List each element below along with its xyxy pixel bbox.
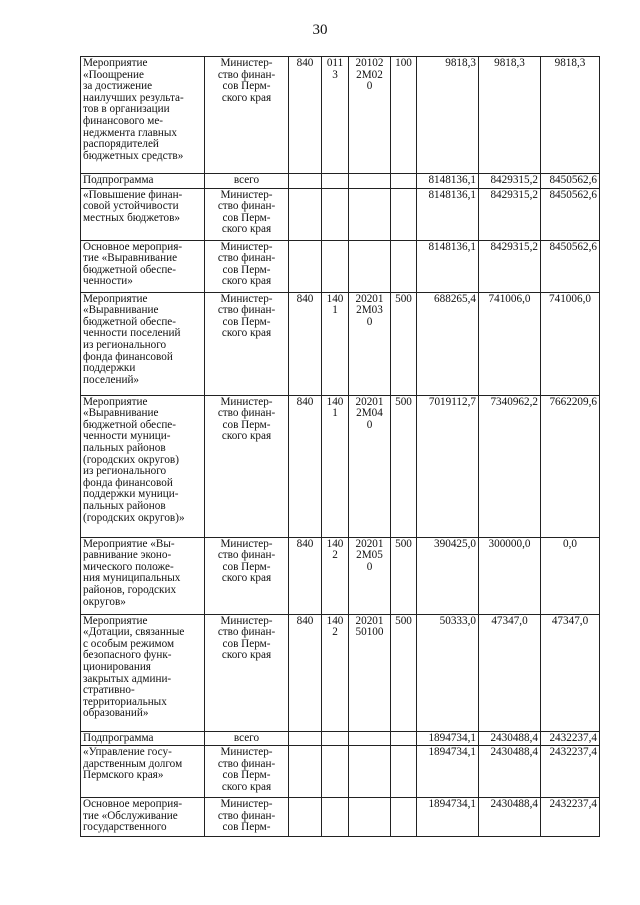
amount-year-3: 2432237,4 <box>541 731 600 746</box>
amount-year-3: 8450562,6 <box>541 240 600 292</box>
event-name: Основное мероприя- тие «Выравнивание бюджетной обеспе- ченности» <box>81 240 205 292</box>
amount-year-2: 8429315,2 <box>479 188 541 240</box>
target-article-code <box>349 746 391 798</box>
table-row <box>81 746 600 798</box>
grbs-code: 840 <box>289 537 322 614</box>
section-code: 140 1 <box>322 292 349 395</box>
grbs-code <box>289 731 322 746</box>
expense-type-code: 500 <box>391 537 417 614</box>
table-row <box>81 57 600 174</box>
grbs-code <box>289 240 322 292</box>
responsible-executor: Министер- ство финан- сов Перм- ского края <box>205 188 289 240</box>
responsible-executor: Министер- ство финан- сов Перм- ского края <box>205 537 289 614</box>
grbs-code <box>289 188 322 240</box>
amount-year-2: 8429315,2 <box>479 240 541 292</box>
section-code: 140 2 <box>322 537 349 614</box>
grbs-code <box>289 798 322 837</box>
amount-year-2: 7340962,2 <box>479 395 541 537</box>
responsible-executor: Министер- ство финан- сов Перм- ского края <box>205 395 289 537</box>
amount-year-1: 7019112,7 <box>417 395 479 537</box>
responsible-executor: Министер- ство финан- сов Перм- ского края <box>205 614 289 731</box>
grbs-code: 840 <box>289 292 322 395</box>
expense-type-code: 500 <box>391 614 417 731</box>
amount-year-2: 2430488,4 <box>479 798 541 837</box>
section-code <box>322 240 349 292</box>
target-article-code <box>349 240 391 292</box>
target-article-code: 20201 2М05 0 <box>349 537 391 614</box>
budget-table <box>80 56 600 837</box>
event-name: Подпрограмма <box>81 731 205 746</box>
responsible-executor: Министер- ство финан- сов Перм- <box>205 798 289 837</box>
amount-year-1: 390425,0 <box>417 537 479 614</box>
expense-type-code <box>391 731 417 746</box>
amount-year-3: 9818,3 <box>541 57 600 174</box>
expense-type-code <box>391 798 417 837</box>
expense-type-code <box>391 174 417 189</box>
event-name: Мероприятие «Выравнивание бюджетной обеспе- ченности муници- пальных районов (городских округов) из регионального фонда финансовой поддержки муници- пальных районов (городских округов)» <box>81 395 205 537</box>
expense-type-code <box>391 188 417 240</box>
table-row <box>81 240 600 292</box>
amount-year-1: 8148136,1 <box>417 240 479 292</box>
event-name: Мероприятие «Выравнивание бюджетной обеспе- ченности поселений из регионального фонда финансовой поддержки поселений» <box>81 292 205 395</box>
expense-type-code <box>391 240 417 292</box>
table-row <box>81 798 600 837</box>
responsible-executor: Министер- ство финан- сов Перм- ского края <box>205 240 289 292</box>
grbs-code: 840 <box>289 614 322 731</box>
responsible-executor: всего <box>205 731 289 746</box>
amount-year-2: 741006,0 <box>479 292 541 395</box>
section-code <box>322 188 349 240</box>
amount-year-3: 8450562,6 <box>541 174 600 189</box>
amount-year-2: 9818,3 <box>479 57 541 174</box>
responsible-executor: Министер- ство финан- сов Перм- ского края <box>205 57 289 174</box>
target-article-code <box>349 188 391 240</box>
section-code <box>322 746 349 798</box>
amount-year-2: 2430488,4 <box>479 731 541 746</box>
amount-year-1: 9818,3 <box>417 57 479 174</box>
amount-year-1: 8148136,1 <box>417 188 479 240</box>
table-row <box>81 188 600 240</box>
expense-type-code: 500 <box>391 395 417 537</box>
table-row <box>81 731 600 746</box>
target-article-code: 20201 50100 <box>349 614 391 731</box>
table-row <box>81 174 600 189</box>
event-name: Основное мероприя- тие «Обслуживание государственного <box>81 798 205 837</box>
expense-type-code: 500 <box>391 292 417 395</box>
table-row <box>81 614 600 731</box>
section-code: 011 3 <box>322 57 349 174</box>
amount-year-1: 50333,0 <box>417 614 479 731</box>
event-name: Мероприятие «Вы- равнивание эконо- мического положе- ния муниципальных районов, городских округов» <box>81 537 205 614</box>
amount-year-2: 2430488,4 <box>479 746 541 798</box>
target-article-code: 20102 2М02 0 <box>349 57 391 174</box>
amount-year-3: 2432237,4 <box>541 746 600 798</box>
section-code <box>322 798 349 837</box>
table-row <box>81 395 600 537</box>
target-article-code <box>349 174 391 189</box>
target-article-code <box>349 731 391 746</box>
amount-year-3: 47347,0 <box>541 614 600 731</box>
expense-type-code: 100 <box>391 57 417 174</box>
grbs-code <box>289 746 322 798</box>
responsible-executor: Министер- ство финан- сов Перм- ского края <box>205 292 289 395</box>
amount-year-3: 2432237,4 <box>541 798 600 837</box>
page-number: 30 <box>312 22 328 38</box>
amount-year-1: 8148136,1 <box>417 174 479 189</box>
grbs-code: 840 <box>289 395 322 537</box>
target-article-code: 20201 2М03 0 <box>349 292 391 395</box>
amount-year-3: 7662209,6 <box>541 395 600 537</box>
amount-year-3: 8450562,6 <box>541 188 600 240</box>
event-name: Подпрограмма <box>81 174 205 189</box>
amount-year-3: 0,0 <box>541 537 600 614</box>
event-name: «Повышение финан- совой устойчивости местных бюджетов» <box>81 188 205 240</box>
table-row <box>81 292 600 395</box>
amount-year-3: 741006,0 <box>541 292 600 395</box>
target-article-code <box>349 798 391 837</box>
grbs-code: 840 <box>289 57 322 174</box>
amount-year-1: 1894734,1 <box>417 798 479 837</box>
event-name: «Управление госу- дарственным долгом Пермского края» <box>81 746 205 798</box>
target-article-code: 20201 2М04 0 <box>349 395 391 537</box>
amount-year-2: 8429315,2 <box>479 174 541 189</box>
amount-year-1: 1894734,1 <box>417 731 479 746</box>
section-code: 140 2 <box>322 614 349 731</box>
event-name: Мероприятие «Поощрение за достижение наилучших результа- тов в организации финансового ме- неджмента главных распорядителей бюджетных средств» <box>81 57 205 174</box>
section-code <box>322 174 349 189</box>
amount-year-2: 47347,0 <box>479 614 541 731</box>
expense-type-code <box>391 746 417 798</box>
amount-year-2: 300000,0 <box>479 537 541 614</box>
responsible-executor: всего <box>205 174 289 189</box>
section-code: 140 1 <box>322 395 349 537</box>
amount-year-1: 1894734,1 <box>417 746 479 798</box>
table-row <box>81 537 600 614</box>
section-code <box>322 731 349 746</box>
amount-year-1: 688265,4 <box>417 292 479 395</box>
responsible-executor: Министер- ство финан- сов Перм- ского края <box>205 746 289 798</box>
event-name: Мероприятие «Дотации, связанные с особым режимом безопасного функ- ционирования закрытых админи- стративно- территориальных образований» <box>81 614 205 731</box>
grbs-code <box>289 174 322 189</box>
